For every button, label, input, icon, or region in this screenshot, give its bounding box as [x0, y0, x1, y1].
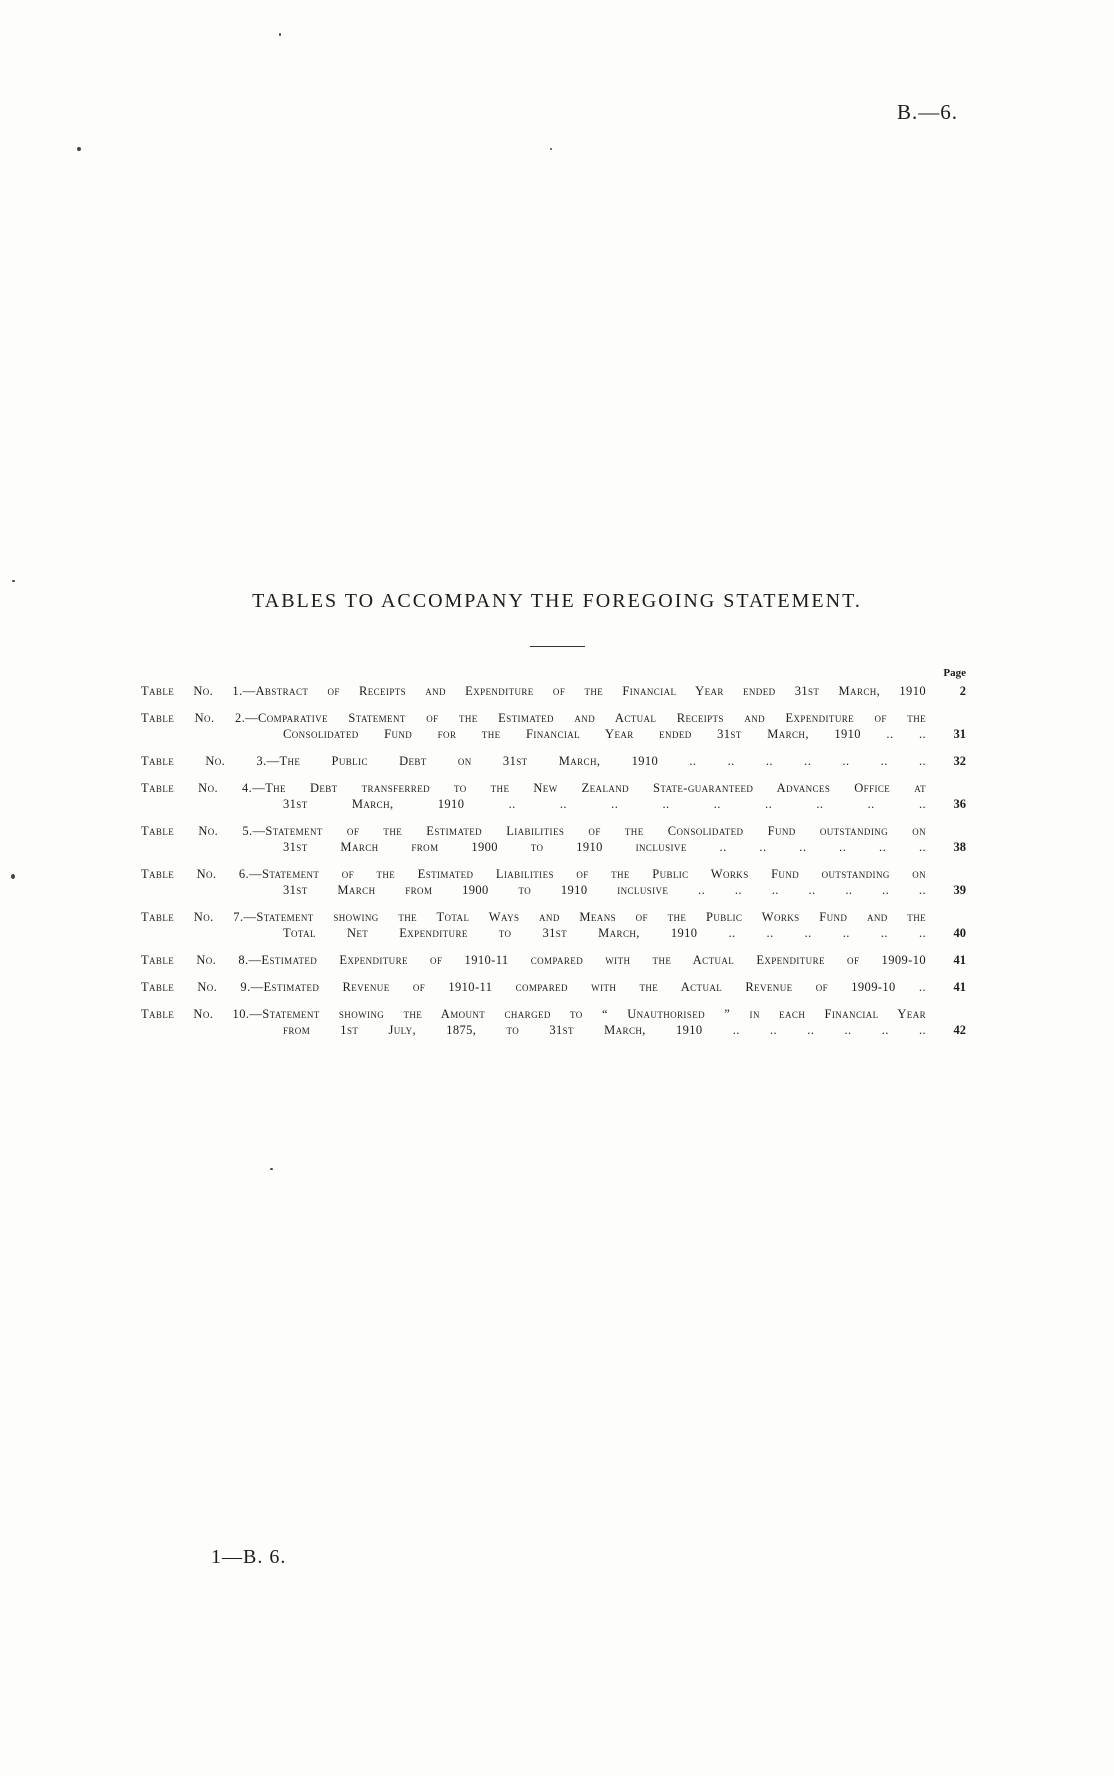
table-description: —Statement of the Estimated Liabilities of the Consolidated Fund outstanding on — [252, 824, 926, 838]
table-page-number: 32 — [953, 754, 966, 768]
table-entry-line — [141, 882, 926, 898]
table-entry-line — [141, 839, 926, 855]
table-entry-text — [141, 780, 926, 812]
scan-speck — [12, 580, 15, 582]
table-description: —The Public Debt on 31st March, 1910 .. .. .. .. .. .. .. — [266, 754, 926, 768]
table-description: 31st March from 1900 to 1910 inclusive .. .. .. .. .. .. — [283, 840, 926, 854]
table-description: Total Net Expenditure to 31st March, 1910 .. .. .. .. .. .. — [283, 926, 926, 940]
table-description: 31st March from 1900 to 1910 inclusive .. .. .. .. .. .. .. — [283, 883, 926, 897]
table-entry-text — [141, 753, 926, 769]
table-label: Table No. 5. — [141, 824, 253, 838]
table-entry-line — [141, 1006, 926, 1022]
table-entry-line — [141, 866, 926, 882]
table-entry-text — [141, 979, 926, 995]
table-entry-text — [141, 683, 926, 699]
table-description: Consolidated Fund for the Financial Year ended 31st March, 1910 .. .. — [283, 727, 926, 741]
table-entry-text — [141, 710, 926, 742]
table-page-number: 38 — [953, 840, 966, 854]
table-label: Table No. 1. — [141, 684, 243, 698]
table-entry-line — [141, 753, 926, 769]
table-entry-line — [141, 823, 926, 839]
table-entry-line — [141, 710, 926, 726]
table-description: 31st March, 1910 .. .. .. .. .. .. .. .. .. — [283, 797, 926, 811]
table-entry — [141, 753, 966, 769]
table-page-number: 40 — [953, 926, 966, 940]
scan-speck — [270, 1168, 273, 1170]
table-entry-text — [141, 1006, 926, 1038]
footer-signature: 1—B. 6. — [211, 1546, 287, 1568]
table-entry-line — [141, 683, 926, 699]
table-label: Table No. 9. — [141, 980, 251, 994]
table-page-number: 2 — [959, 684, 966, 698]
table-entry — [141, 952, 966, 968]
page-title: TABLES TO ACCOMPANY THE FOREGOING STATEMENT. — [252, 590, 862, 612]
table-entry — [141, 780, 966, 812]
table-description: —Abstract of Receipts and Expenditure of the Financial Year ended 31st March, 1910 — [242, 684, 926, 698]
table-page-number: 39 — [953, 883, 966, 897]
table-description: —Comparative Statement of the Estimated and Actual Receipts and Expenditure of the — [245, 711, 926, 725]
table-entry — [141, 909, 966, 941]
table-entry-text — [141, 909, 926, 941]
table-entry-line — [141, 925, 926, 941]
table-entry-line — [141, 726, 926, 742]
table-entry-text — [141, 866, 926, 898]
table-page-number: 31 — [953, 727, 966, 741]
table-entry — [141, 710, 966, 742]
table-label: Table No. 2. — [141, 711, 246, 725]
scan-speck — [11, 874, 15, 879]
table-description: —Estimated Revenue of 1910-11 compared with the Actual Revenue of 1909-10 .. — [250, 980, 926, 994]
table-description: —Statement of the Estimated Liabilities of the Public Works Fund outstanding on — [249, 867, 926, 881]
table-entry — [141, 866, 966, 898]
header-reference: B.—6. — [897, 100, 959, 124]
scan-speck — [279, 33, 281, 36]
table-label: Table No. 10. — [141, 1007, 250, 1021]
table-label: Table No. 8. — [141, 953, 249, 967]
table-label: Table No. 4. — [141, 781, 253, 795]
table-entry-text — [141, 952, 926, 968]
table-entry — [141, 683, 966, 699]
title-divider — [530, 646, 585, 647]
table-entry-line — [141, 780, 926, 796]
table-label: Table No. 7. — [141, 910, 244, 924]
page-column-heading: Page — [943, 667, 966, 679]
table-description: —Statement showing the Amount charged to “ Unauthorised ” in each Financial Year — [249, 1007, 926, 1021]
table-entry-line — [141, 979, 926, 995]
table-description: —Statement showing the Total Ways and Means of the Public Works Fund and the — [243, 910, 926, 924]
table-of-contents — [141, 683, 966, 1049]
table-label: Table No. 6. — [141, 867, 250, 881]
table-page-number: 41 — [953, 980, 966, 994]
table-description: from 1st July, 1875, to 31st March, 1910 .. .. .. .. .. .. — [283, 1023, 926, 1037]
table-entry-text — [141, 823, 926, 855]
table-label: Table No. 3. — [141, 754, 267, 768]
table-entry-line — [141, 796, 926, 812]
table-entry-line — [141, 952, 926, 968]
table-description: —The Debt transferred to the New Zealand State-guaranteed Advances Office at — [252, 781, 926, 795]
table-entry — [141, 979, 966, 995]
scan-speck — [77, 147, 81, 151]
table-page-number: 41 — [953, 953, 966, 967]
table-page-number: 36 — [953, 797, 966, 811]
table-entry-line — [141, 909, 926, 925]
table-page-number: 42 — [953, 1023, 966, 1037]
table-entry — [141, 1006, 966, 1038]
table-description: —Estimated Expenditure of 1910-11 compared with the Actual Expenditure of 1909-10 — [248, 953, 927, 967]
table-entry-line — [141, 1022, 926, 1038]
table-entry — [141, 823, 966, 855]
scan-speck — [550, 148, 552, 150]
